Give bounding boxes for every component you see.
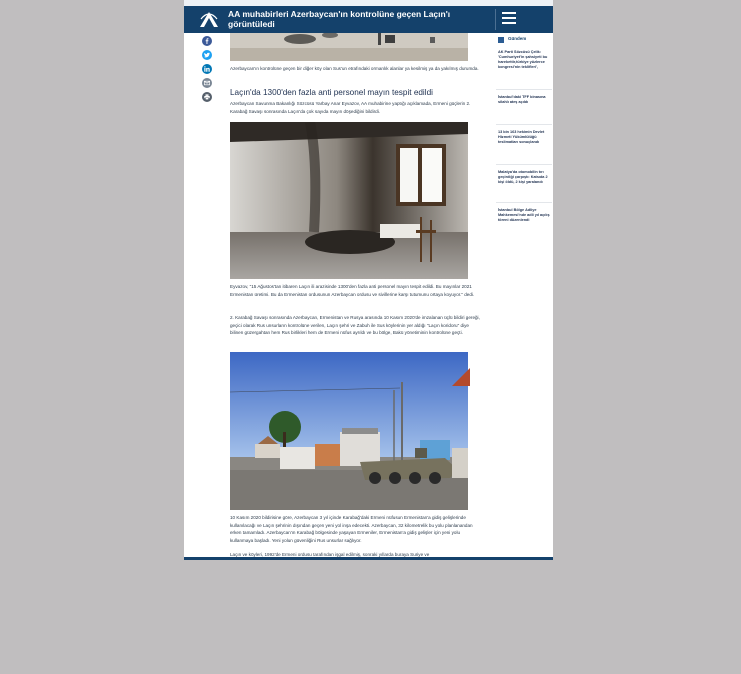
- article-subheading: Laçın'da 1300'den fazla anti personel mayın tespit edildi: [230, 88, 433, 97]
- article-image-top: [230, 33, 468, 61]
- email-icon[interactable]: [202, 78, 212, 88]
- sidebar-news-item[interactable]: Malatya'da otomobilin tırı geçirdiği çarpıştı: Katsıda 2 kişi öldü, 2 kişi yaralandı: [498, 170, 548, 184]
- facebook-icon[interactable]: [202, 36, 212, 46]
- sidebar-divider: [496, 89, 552, 90]
- sidebar-news-item[interactable]: 13 bin 163 hekimin Devlet Hizmeti Yükümlülüğü teslimatları sonuçlandı: [498, 130, 545, 144]
- hamburger-menu-icon[interactable]: [502, 12, 516, 26]
- sidebar-news-item[interactable]: İstanbul'daki TFF binasına silahlı ateş açıldı: [498, 95, 546, 104]
- twitter-icon[interactable]: [202, 50, 212, 60]
- sidebar-news-item[interactable]: İstanbul Bölge Adliye Mahkemesi'nde adli yıl açılış töreni düzenlendi: [498, 208, 550, 222]
- agenda-icon: [498, 37, 504, 43]
- linkedin-icon[interactable]: [202, 64, 212, 74]
- article-paragraph-2: Eyvazov, "15 Ağustos'tan itibaren Laçın ili arazisinde 1300'den fazla anti personel mayın tespit edildi. Bu mayınlar 2021 Ermenistan üretimi. Bu da Ermenistan ordusunun Azerbaycan ordusu ve sivillerine karşı tutumunu ortaya koyuyor." dedi.: [230, 284, 475, 297]
- site-header: [184, 6, 553, 33]
- aa-logo-icon[interactable]: [199, 11, 219, 28]
- bottom-bar: [184, 557, 553, 560]
- sidebar-divider: [496, 202, 552, 203]
- article-photo-burned-room: [230, 122, 468, 279]
- article-paragraph-3: 2. Karabağ Savaşı sonrasında Azerbaycan, Ermenistan ve Rusya arasında 10 Kasım 2020'de imzalanan üçlü bildiri gereği, geçici olarak Rus unsurların kontrolüne verilen, Laçın şehri ve Zabuh ile Sus köylerinin yer aldığı "Laçın koridoru" diye bilinen güzergahtan hem Rus birlikleri hem de Ermeni nüfus ayrıldı ve bu bölge, Bakü yönetiminin kontrolüne geçti.: [230, 315, 480, 335]
- roof-fragment-graphic: [452, 368, 470, 386]
- sidebar-divider: [496, 164, 552, 165]
- article-paragraph-intro: Azerbaycan'ın kontrolüne geçen bir diğer köy olan Sus'un etrafındaki ormanlık alanlar ya kesilmiş ya da yakılmış durumda.: [230, 66, 479, 71]
- article-paragraph-1: Azerbaycan Savunma Bakanlığı Sözcüsü Yarbay Anar Eyvazov, AA muhabirine yaptığı açıklamada, Ermeni güçlerin 2. Karabağ Savaşı sonrasında Laçın'da çok sayıda mayın döşediğini bildirdi.: [230, 101, 471, 114]
- sidebar-news-item[interactable]: AK Parti Sözcüsü Çelik: 'Cumhuriyet'in şahsiyeti bu harekettir,türkiye yüzlerce kongresi'nin teklifleri',: [498, 50, 548, 69]
- sidebar-divider: [496, 124, 552, 125]
- header-divider: [495, 9, 496, 30]
- article-paragraph-4: 10 Kasım 2020 bildirisine göre, Azerbaycan 3 yıl içinde Karabağ'daki Ermeni nüfusun Ermenistan'a gidiş gelişlerinde kullanılacağı ve Laçın şehrinin dışından geçen yeni yol inşa edecekti. Azerbaycan, 32 kilometrelik bu yolu planlanandan erken tamamladı. Azerbaycan'ın Karabağ bölgesinde yaşayan Ermeniler, Ermenistan'a gidiş gelişler için yeni yolu kullanmaya başladı. Yeni yolun güvenliğini Rus unsurlar sağlıyor.: [230, 515, 473, 543]
- sidebar-title: Gündem: [508, 36, 527, 41]
- article-page: [184, 0, 553, 560]
- article-paragraph-5: Laçın ve köyleri, 1992'de Ermeni ordusu tarafından işgal edilmiş, sonraki yıllarda buraya Suriye ve: [230, 552, 430, 557]
- header-title: AA muhabirleri Azerbaycan'ın kontrolüne geçen Laçın'ı görüntüledi: [228, 9, 451, 29]
- print-icon[interactable]: [202, 92, 212, 102]
- article-photo-street-armored-vehicle: [230, 352, 468, 510]
